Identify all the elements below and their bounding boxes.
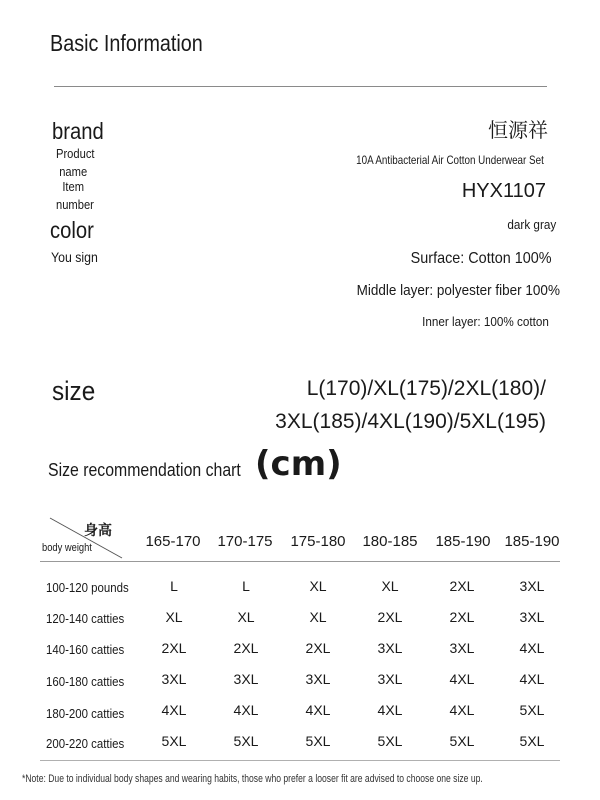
- color-label: color: [50, 217, 94, 243]
- table-cell: L: [170, 578, 178, 594]
- table-cell: 4XL: [161, 702, 187, 718]
- footnote: *Note: Due to individual body shapes and wearing habits, those who prefer a looser fit are advised to choose one size up.: [22, 773, 483, 785]
- corner-height-label: 身高: [84, 523, 112, 539]
- row-label: 160-180 catties: [46, 674, 125, 689]
- row-label: 120-140 catties: [46, 611, 125, 626]
- row-label: 100-120 pounds: [46, 580, 129, 595]
- size-values: L(170)/XL(175)/2XL(180)/ 3XL(185)/4XL(190)/5XL(195): [275, 377, 546, 433]
- table-cell: 5XL: [449, 733, 475, 749]
- brand-label: brand: [52, 118, 104, 144]
- item-number-label-line1: Item: [62, 179, 85, 194]
- table-cell: 2XL: [305, 640, 331, 656]
- product-name-label: [56, 145, 95, 181]
- table-corner: [40, 516, 124, 560]
- table-cell: 4XL: [305, 702, 331, 718]
- table-cell: 4XL: [519, 640, 545, 656]
- chart-unit: (cm): [255, 444, 342, 484]
- table-cell: 3XL: [305, 671, 331, 687]
- table-cell: XL: [381, 578, 399, 594]
- table-cell: 3XL: [161, 671, 187, 687]
- table-cell: 2XL: [233, 640, 259, 656]
- table-cell: 3XL: [377, 671, 403, 687]
- table-cell: 3XL: [519, 609, 545, 625]
- table-header-divider: [40, 561, 560, 562]
- column-header: 170-175: [217, 533, 273, 550]
- table-cell: 4XL: [377, 702, 403, 718]
- row-label: 140-160 catties: [46, 642, 125, 657]
- table-cell: 4XL: [449, 702, 475, 718]
- table-cell: 5XL: [519, 702, 545, 718]
- surface-value: Surface: Cotton 100%: [411, 250, 552, 267]
- table-cell: 2XL: [161, 640, 187, 656]
- table-cell: 3XL: [377, 640, 403, 656]
- table-cell: 2XL: [449, 609, 475, 625]
- column-header: 175-180: [290, 533, 346, 550]
- column-header: 185-190: [504, 533, 560, 550]
- item-number-label-line2: number: [56, 197, 94, 212]
- table-cell: 3XL: [449, 640, 475, 656]
- table-cell: 4XL: [519, 671, 545, 687]
- size-label: size: [52, 376, 96, 406]
- corner-weight-label: body weight: [42, 542, 92, 554]
- product-name-label-line1: Product: [56, 146, 95, 161]
- column-header: 180-185: [362, 533, 418, 550]
- table-cell: XL: [309, 578, 327, 594]
- table-cell: 5XL: [161, 733, 187, 749]
- table-cell: 4XL: [449, 671, 475, 687]
- table-bottom-divider: [40, 760, 560, 761]
- table-cell: XL: [309, 609, 327, 625]
- row-label: 180-200 catties: [46, 706, 125, 721]
- product-name-value: 10A Antibacterial Air Cotton Underwear Set: [356, 153, 544, 167]
- table-cell: 5XL: [305, 733, 331, 749]
- brand-value: 恒源祥: [488, 118, 548, 142]
- color-value: dark gray: [507, 217, 556, 232]
- item-number-label: [56, 178, 94, 214]
- table-cell: L: [242, 578, 250, 594]
- row-label: 200-220 catties: [46, 736, 125, 751]
- table-cell: 5XL: [519, 733, 545, 749]
- table-cell: 5XL: [233, 733, 259, 749]
- chart-title: Size recommendation chart: [48, 460, 241, 480]
- inner-layer-value: Inner layer: 100% cotton: [422, 314, 549, 329]
- title-divider: [54, 86, 547, 87]
- table-cell: 5XL: [377, 733, 403, 749]
- section-title: Basic Information: [50, 30, 203, 56]
- table-cell: 2XL: [377, 609, 403, 625]
- table-cell: 3XL: [233, 671, 259, 687]
- column-header: 185-190: [435, 533, 491, 550]
- table-cell: XL: [165, 609, 183, 625]
- item-number-value: HYX1107: [461, 180, 546, 202]
- table-cell: XL: [237, 609, 255, 625]
- table-cell: 3XL: [519, 578, 545, 594]
- table-cell: 2XL: [449, 578, 475, 594]
- table-cell: 4XL: [233, 702, 259, 718]
- column-header: 165-170: [145, 533, 201, 550]
- product-name-label-line2: name: [59, 164, 88, 179]
- middle-layer-value: Middle layer: polyester fiber 100%: [356, 282, 560, 299]
- you-sign-label: You sign: [51, 249, 98, 265]
